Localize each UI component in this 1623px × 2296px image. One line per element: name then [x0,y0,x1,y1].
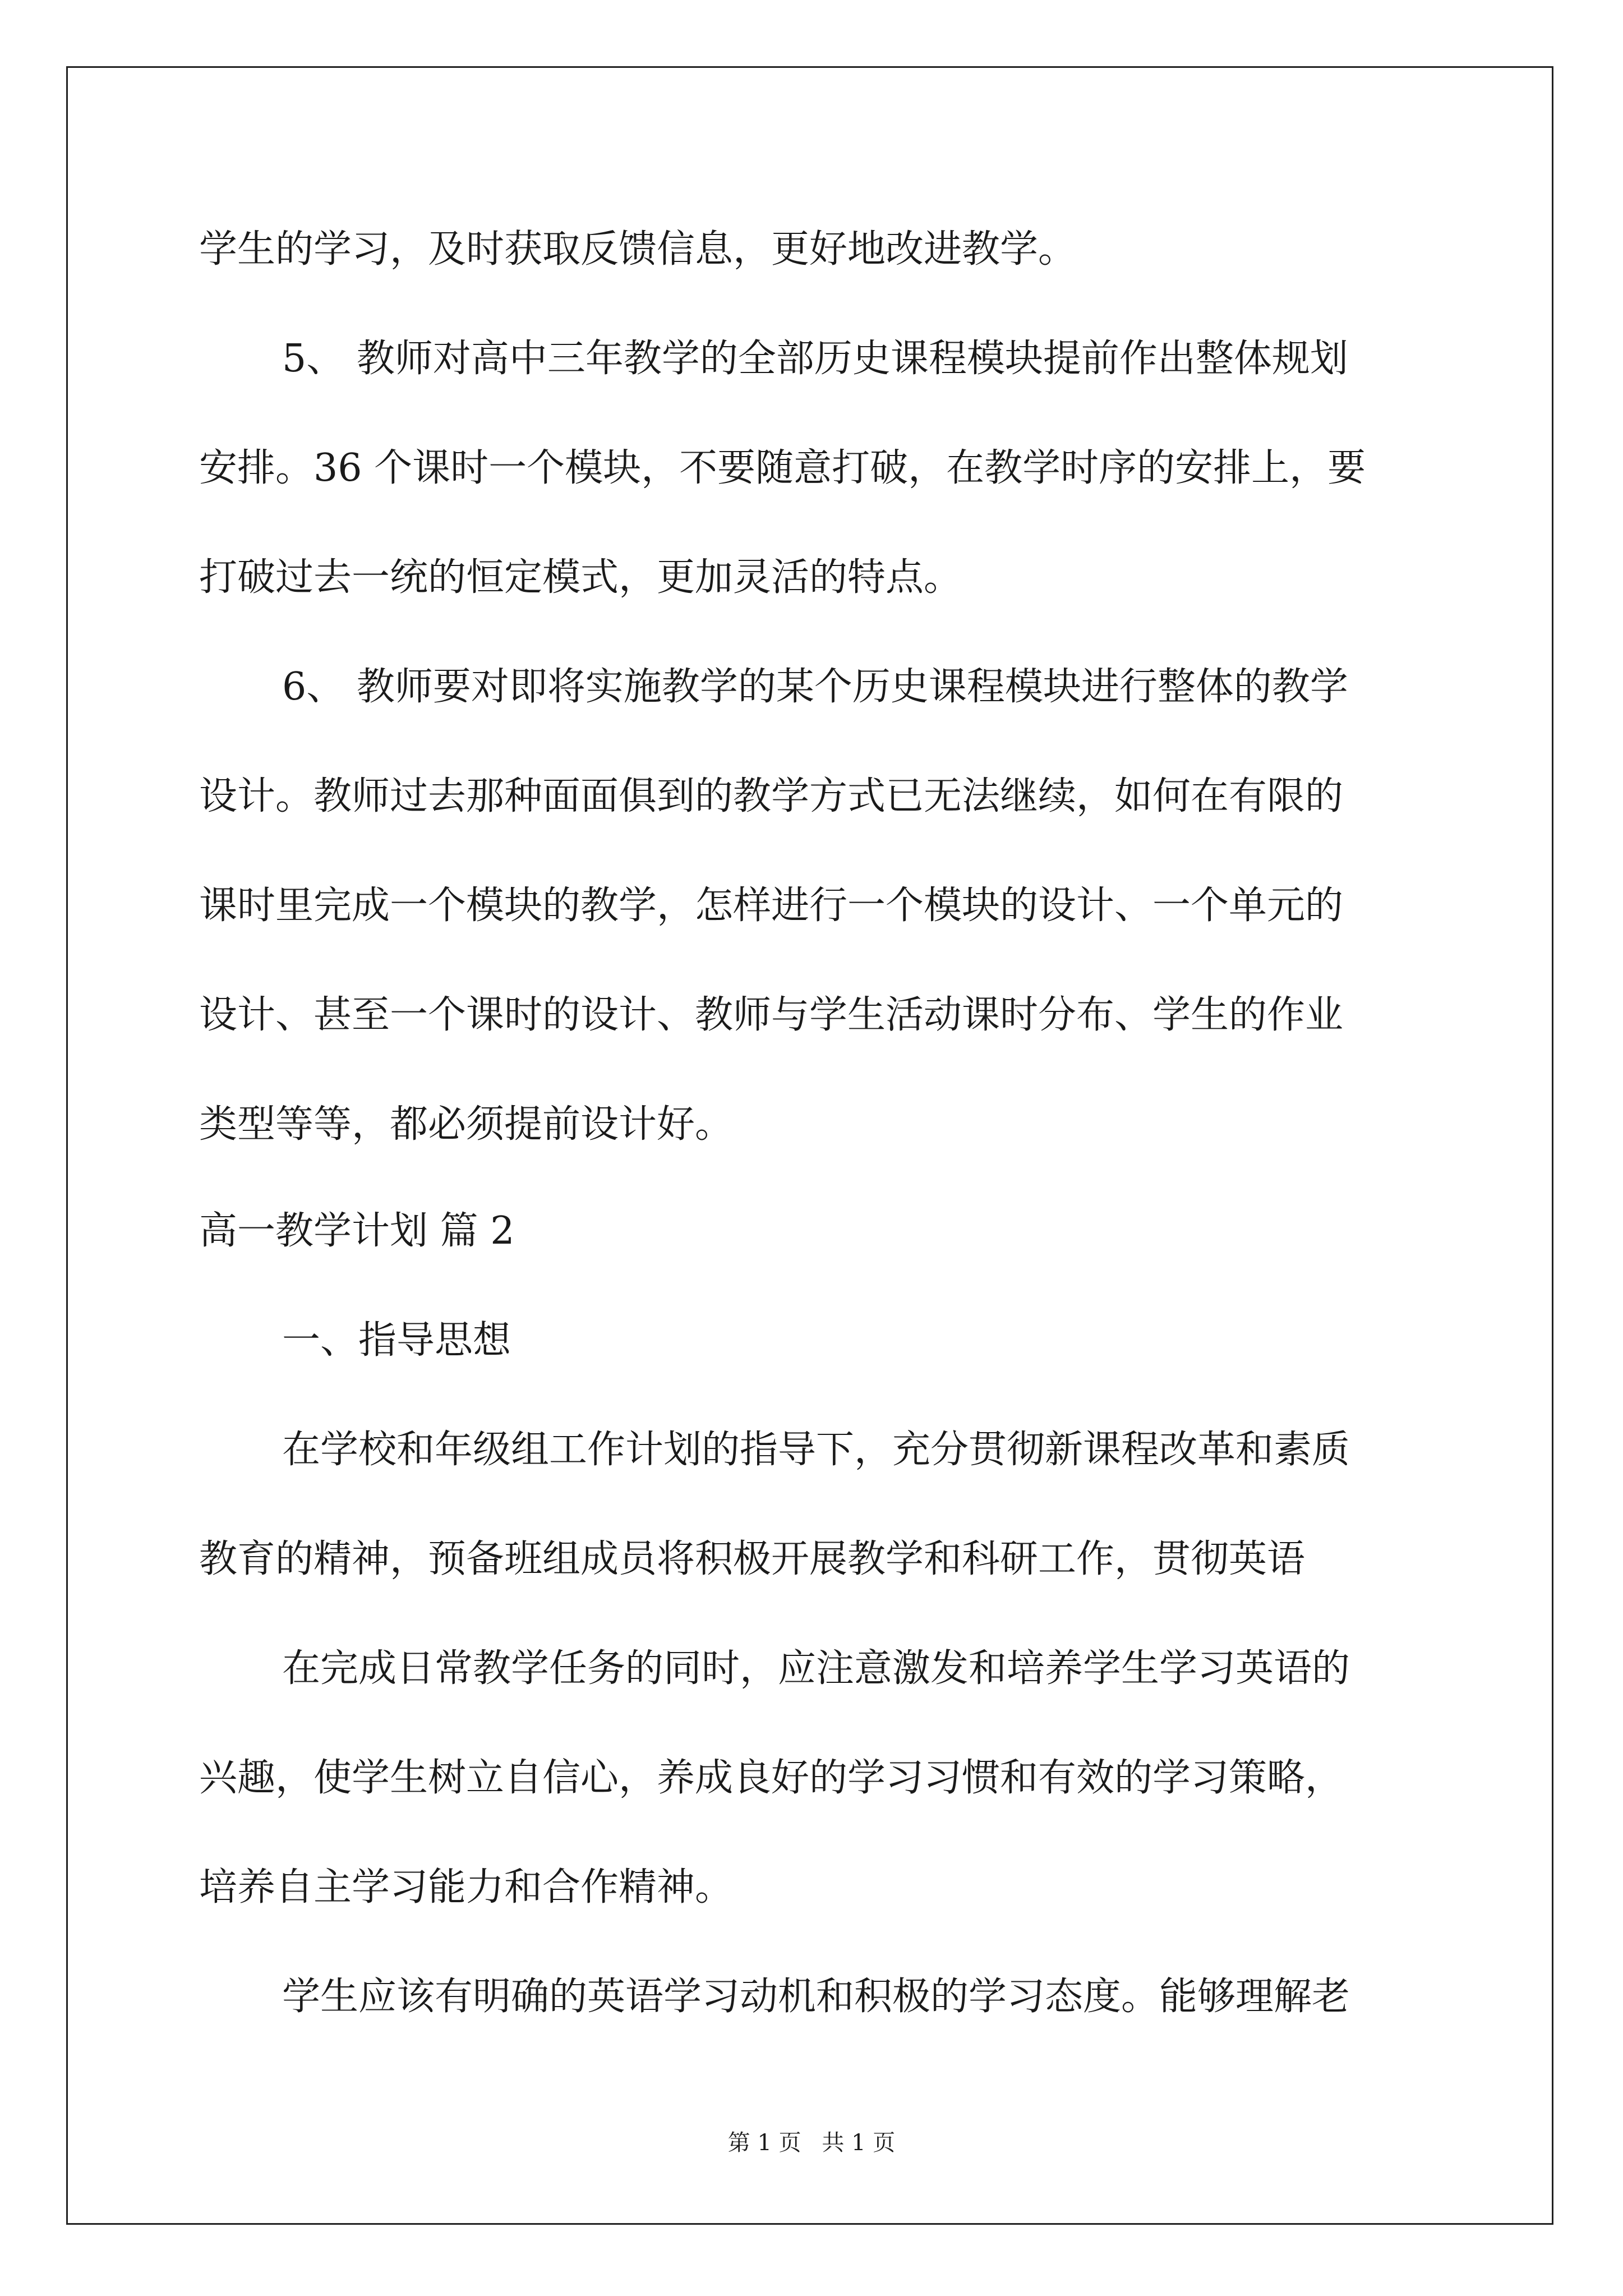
text-line: 培养自主学习能力和合作精神。 [199,1865,734,1910]
text-line: 学生的学习，及时获取反馈信息，更好地改进教学。 [199,227,1077,272]
section-heading: 高一教学计划 篇 2 [199,1209,515,1253]
text-line: 6、 教师要对即将实施教学的某个历史课程模块进行整体的教学 [282,665,1348,709]
text-line: 打破过去一统的恒定模式，更加灵活的特点。 [199,555,962,600]
text-line: 教育的精神，预备班组成员将积极开展教学和科研工作，贯彻英语 [199,1537,1306,1581]
page-footer [0,2125,1623,2157]
text-line: 类型等等，都必须提前设计好。 [199,1102,734,1147]
text-line: 在完成日常教学任务的同时，应注意激发和培养学生学习英语的 [282,1646,1350,1691]
text-line: 兴趣，使学生树立自信心，养成良好的学习习惯和有效的学习策略， [199,1756,1344,1800]
text-line: 设计、甚至一个课时的设计、教师与学生活动课时分布、学生的作业 [199,993,1344,1037]
text-line: 课时里完成一个模块的教学，怎样进行一个模块的设计、一个单元的 [199,884,1344,928]
page-number: 第 1 页 [727,2130,801,2156]
text-line: 在学校和年级组工作计划的指导下，充分贯彻新课程改革和素质 [282,1428,1350,1472]
text-line: 5、 教师对高中三年教学的全部历史课程模块提前作出整体规划 [282,337,1348,381]
text-line: 设计。教师过去那种面面俱到的教学方式已无法继续，如何在有限的 [199,774,1344,818]
page-total: 共 1 页 [822,2130,896,2156]
subsection-heading: 一、指导思想 [282,1318,511,1363]
text-line: 安排。36 个课时一个模块，不要随意打破，在教学时序的安排上，要 [199,446,1366,490]
text-line: 学生应该有明确的英语学习动机和积极的学习态度。能够理解老 [282,1975,1350,2019]
